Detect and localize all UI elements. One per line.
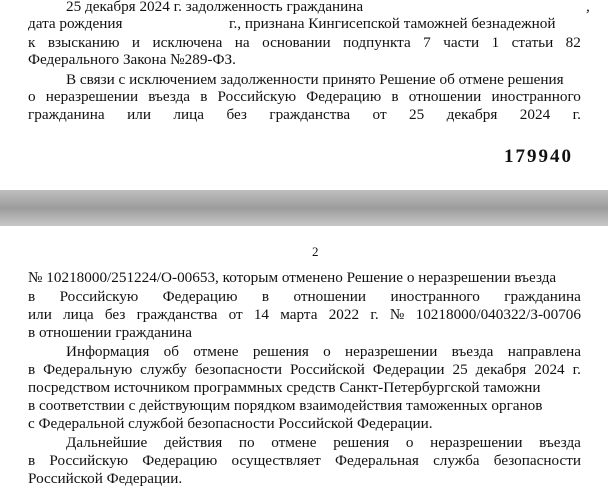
word: г.	[572, 361, 581, 378]
word: и	[131, 34, 141, 51]
word: гражданства	[136, 306, 218, 323]
word: гражданина	[28, 106, 105, 123]
word: 7	[423, 34, 431, 51]
word: г.	[370, 306, 379, 323]
document-page-top	[0, 0, 608, 190]
text-line-justified	[28, 361, 581, 378]
word: 10218000/040322/З-00706	[415, 306, 581, 323]
word: отношении	[293, 288, 367, 305]
word: отношении	[408, 88, 482, 105]
word: лица	[63, 306, 94, 323]
text-line: Федерального Закона №289-ФЗ.	[28, 51, 236, 68]
text-fragment: дата рождения	[28, 15, 123, 32]
word: №	[389, 306, 405, 323]
word: 14	[253, 306, 270, 323]
text-line: в отношении гражданина	[28, 324, 192, 341]
text-line-justified	[28, 106, 581, 123]
word: безопасности	[493, 452, 581, 469]
word: 25	[452, 361, 468, 378]
text-fragment: 25 декабря 2024 г. задолженность гражданина	[66, 0, 364, 15]
word: Федерации	[372, 361, 445, 378]
word: Российскую	[217, 88, 297, 105]
page-separator	[0, 190, 608, 226]
word: неразрешении	[45, 88, 139, 105]
word: лица	[173, 106, 204, 123]
word: действия	[163, 434, 223, 451]
word: без	[104, 306, 126, 323]
word: 25	[409, 106, 425, 123]
word: служба	[433, 452, 480, 469]
text-line-justified	[66, 434, 581, 451]
word: Информация	[66, 343, 150, 360]
word: о	[28, 88, 36, 105]
word: Российскую	[59, 288, 139, 305]
word: решения	[333, 434, 390, 451]
word: в	[391, 88, 399, 105]
text-line-justified	[66, 343, 581, 360]
word: о	[405, 434, 414, 451]
word: Российскую	[49, 452, 129, 469]
word: неразрешении	[430, 434, 523, 451]
word: декабря	[446, 106, 498, 123]
word: в	[261, 288, 270, 305]
word: въезда	[539, 434, 581, 451]
word: Федеральная	[334, 452, 419, 469]
word: марта	[280, 306, 318, 323]
word: в	[28, 288, 36, 305]
word: декабря	[475, 361, 527, 378]
word: 82	[565, 34, 581, 51]
word: неразрешении	[345, 343, 438, 360]
word: въезда	[451, 343, 494, 360]
text-fragment: ,	[586, 0, 590, 15]
document-number: 179940	[504, 146, 573, 167]
word: основании	[262, 34, 331, 51]
word: в	[28, 361, 36, 378]
word: от	[228, 306, 243, 323]
word: взысканию	[47, 34, 120, 51]
word: Российской	[289, 361, 365, 378]
word: отмене	[271, 434, 317, 451]
word: Федерацию	[306, 88, 382, 105]
word: об	[163, 343, 179, 360]
word: 2024	[534, 361, 565, 378]
text-line: Российской Федерации.	[28, 470, 183, 487]
word: без	[226, 106, 247, 123]
word: решения	[252, 343, 309, 360]
word: в	[200, 88, 208, 105]
word: иностранного	[390, 288, 480, 305]
word: 1	[491, 34, 500, 51]
text-line: № 10218000/251224/О-00653, которым отменено Решение о неразрешении въезда	[28, 269, 557, 286]
text-fragment: г., признана Кингисепской таможней безнадежной	[229, 15, 556, 32]
word: Федерацию	[142, 452, 218, 469]
word: 2024	[519, 106, 551, 123]
word: отмене	[193, 343, 239, 360]
word: части	[443, 34, 480, 51]
word: в	[28, 452, 36, 469]
word: на	[234, 34, 250, 51]
word: или	[28, 306, 52, 323]
document-page-bottom	[0, 226, 608, 487]
word: службу	[140, 361, 187, 378]
text-line: с Федеральной службой безопасности Российской Федерации.	[28, 415, 433, 432]
word: исключена	[152, 34, 223, 51]
text-line-justified	[28, 34, 581, 51]
word: статьи	[511, 34, 554, 51]
word: Федерацию	[162, 288, 238, 305]
text-line-justified	[28, 452, 581, 469]
word: направлена	[507, 343, 581, 360]
text-line-justified	[28, 306, 581, 323]
word: по	[238, 434, 255, 451]
text-line: в соответствии с действующим порядком взаимодействия таможенных органов	[28, 397, 543, 414]
word: подпункта	[343, 34, 411, 51]
word: г.	[572, 106, 581, 123]
word: въезда	[148, 88, 191, 105]
word: осуществляет	[231, 452, 321, 469]
word: безопасности	[194, 361, 283, 378]
text-line: посредством источником программных средств Санкт-Петербургской таможни	[28, 379, 541, 396]
word: Дальнейшие	[66, 434, 148, 451]
word: или	[127, 106, 151, 123]
text-line-justified	[28, 88, 581, 105]
word: гражданства	[269, 106, 351, 123]
page-number: 2	[312, 244, 319, 259]
word: о	[323, 343, 331, 360]
word: Федеральную	[43, 361, 133, 378]
word: иностранного	[491, 88, 581, 105]
word: гражданина	[504, 288, 581, 305]
text-line-justified	[28, 288, 581, 305]
word: к	[28, 34, 36, 51]
word: 2022	[328, 306, 360, 323]
word: от	[372, 106, 387, 123]
text-line: В связи с исключением задолженности принято Решение об отмене решения	[66, 71, 564, 88]
